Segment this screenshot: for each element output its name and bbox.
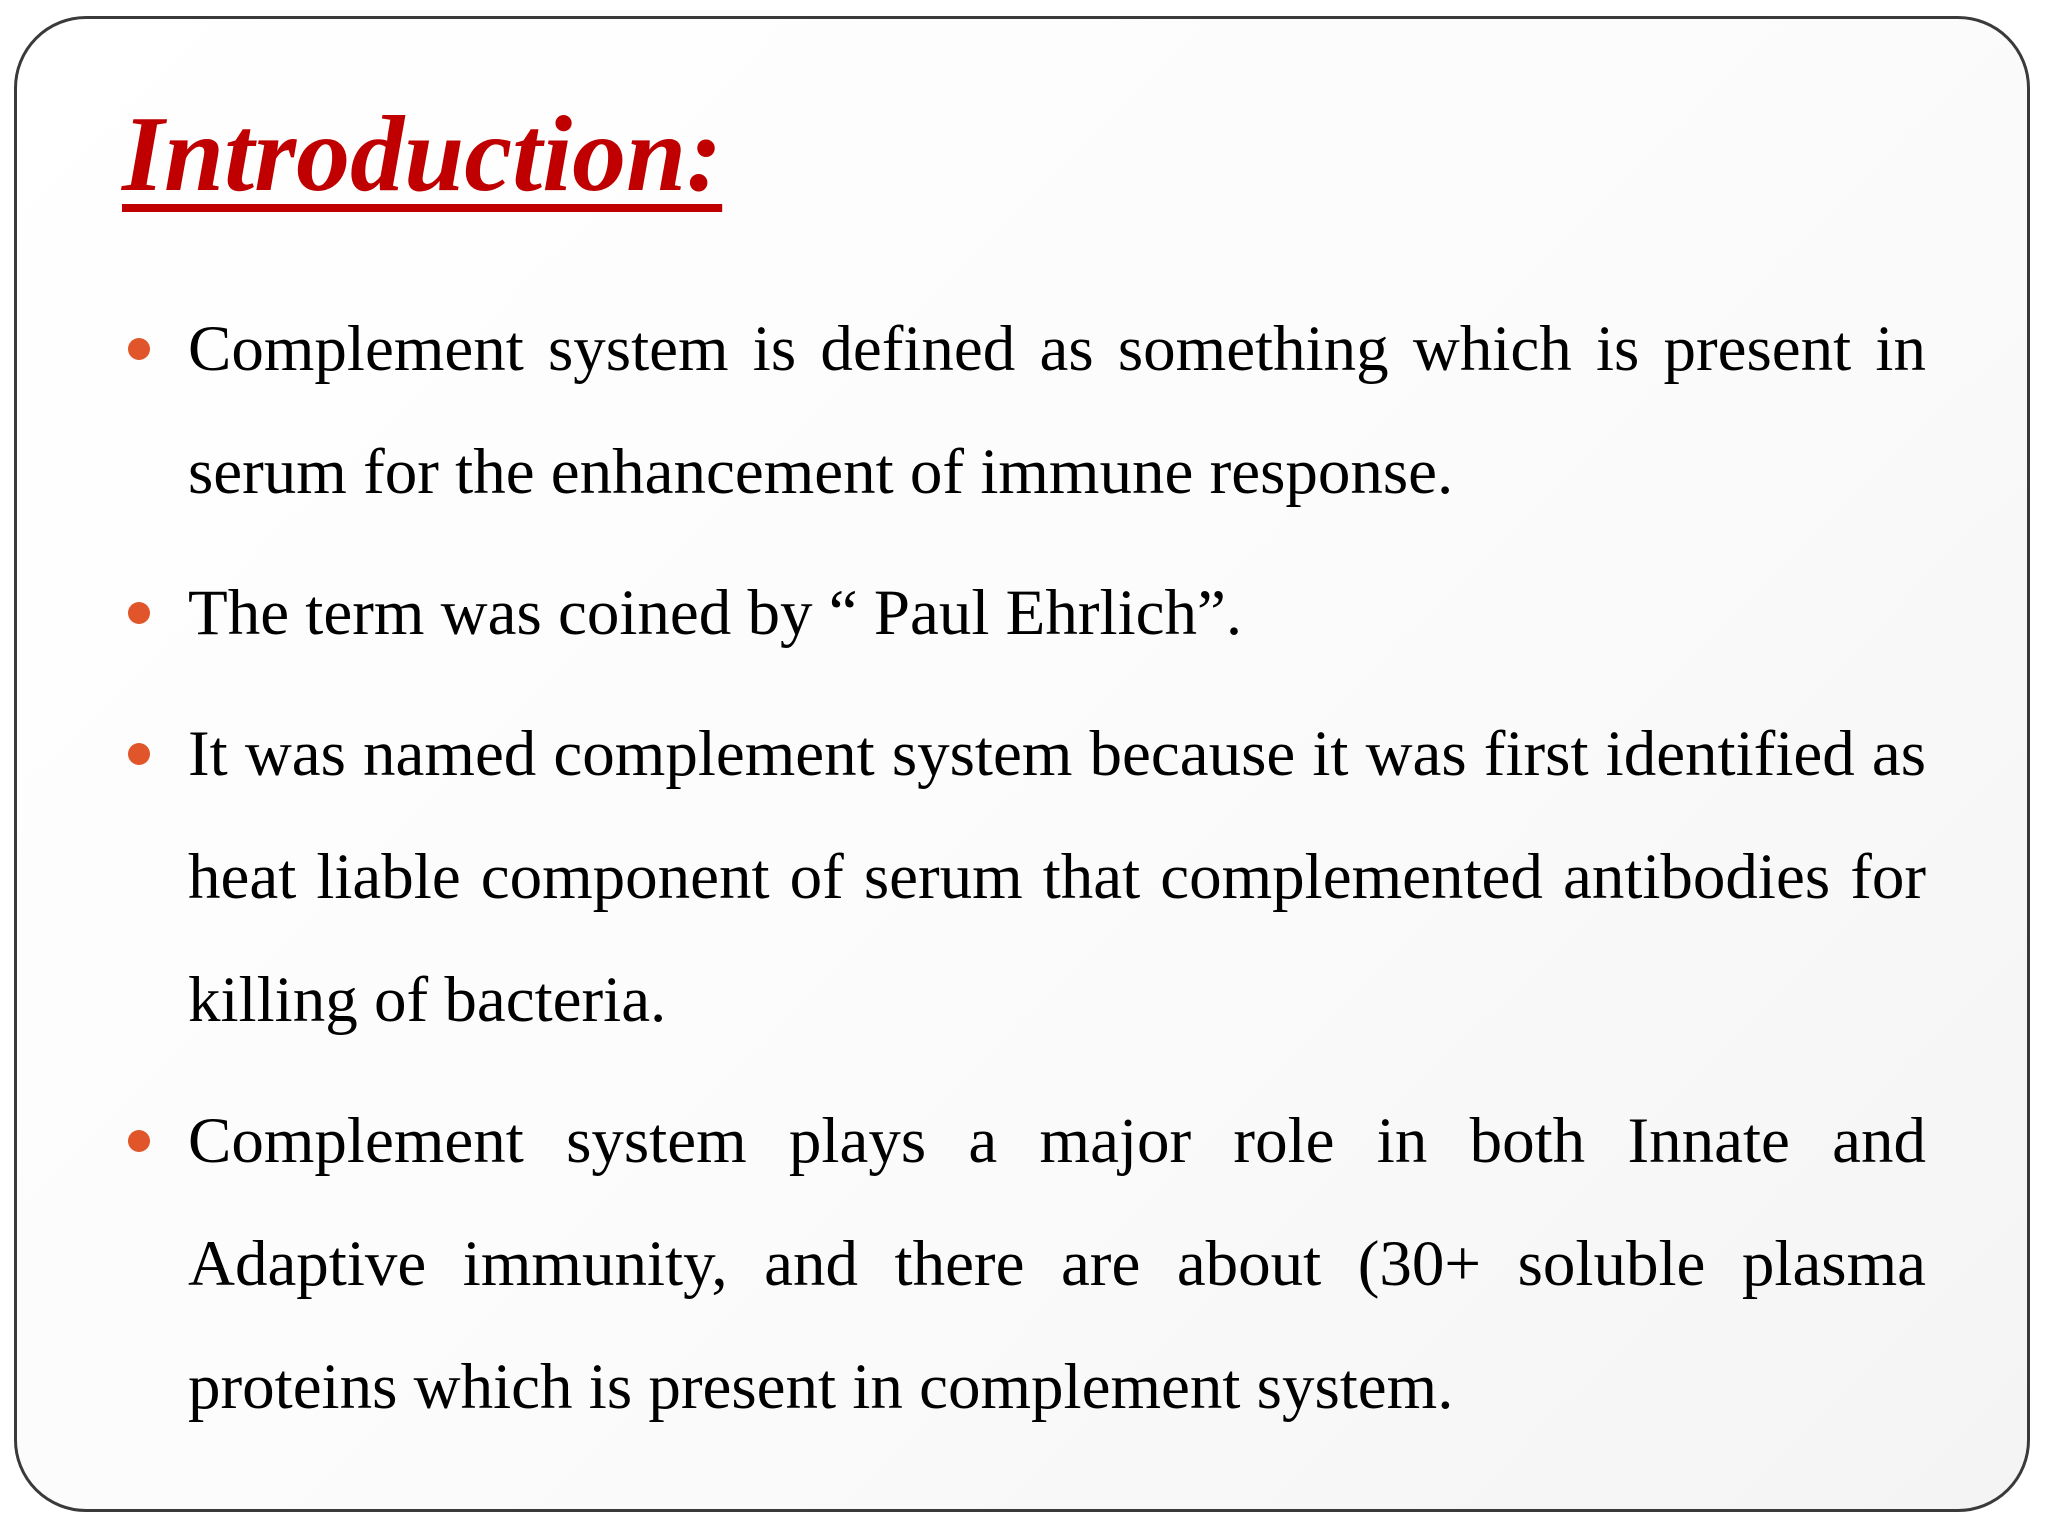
bullet-text: Complement system is defined as something which is present in serum for the enhancement of immune response.: [188, 313, 1926, 508]
bullet-dot-icon: [128, 743, 150, 765]
bullet-item-origin: [122, 552, 1926, 675]
bullet-item-naming: [122, 693, 1926, 1062]
bullet-dot-icon: [128, 602, 150, 624]
bullet-dot-icon: [128, 1130, 150, 1152]
bullet-text: Complement system plays a major role in both Innate and Adaptive immunity, and there are about (30+ soluble plasma proteins which is present in complement system.: [188, 1105, 1926, 1423]
bullet-item-role: [122, 1080, 1926, 1449]
bullet-text: The term was coined by “ Paul Ehrlich”.: [188, 577, 1243, 649]
bullet-text: It was named complement system because it was first identified as heat liable component of serum that complemented antibodies for killing of bacteria.: [188, 718, 1926, 1036]
bullet-item-definition: [122, 288, 1926, 534]
slide-title: Introduction:: [122, 95, 723, 214]
bullet-dot-icon: [128, 338, 150, 360]
bullet-list: [122, 288, 1926, 1467]
